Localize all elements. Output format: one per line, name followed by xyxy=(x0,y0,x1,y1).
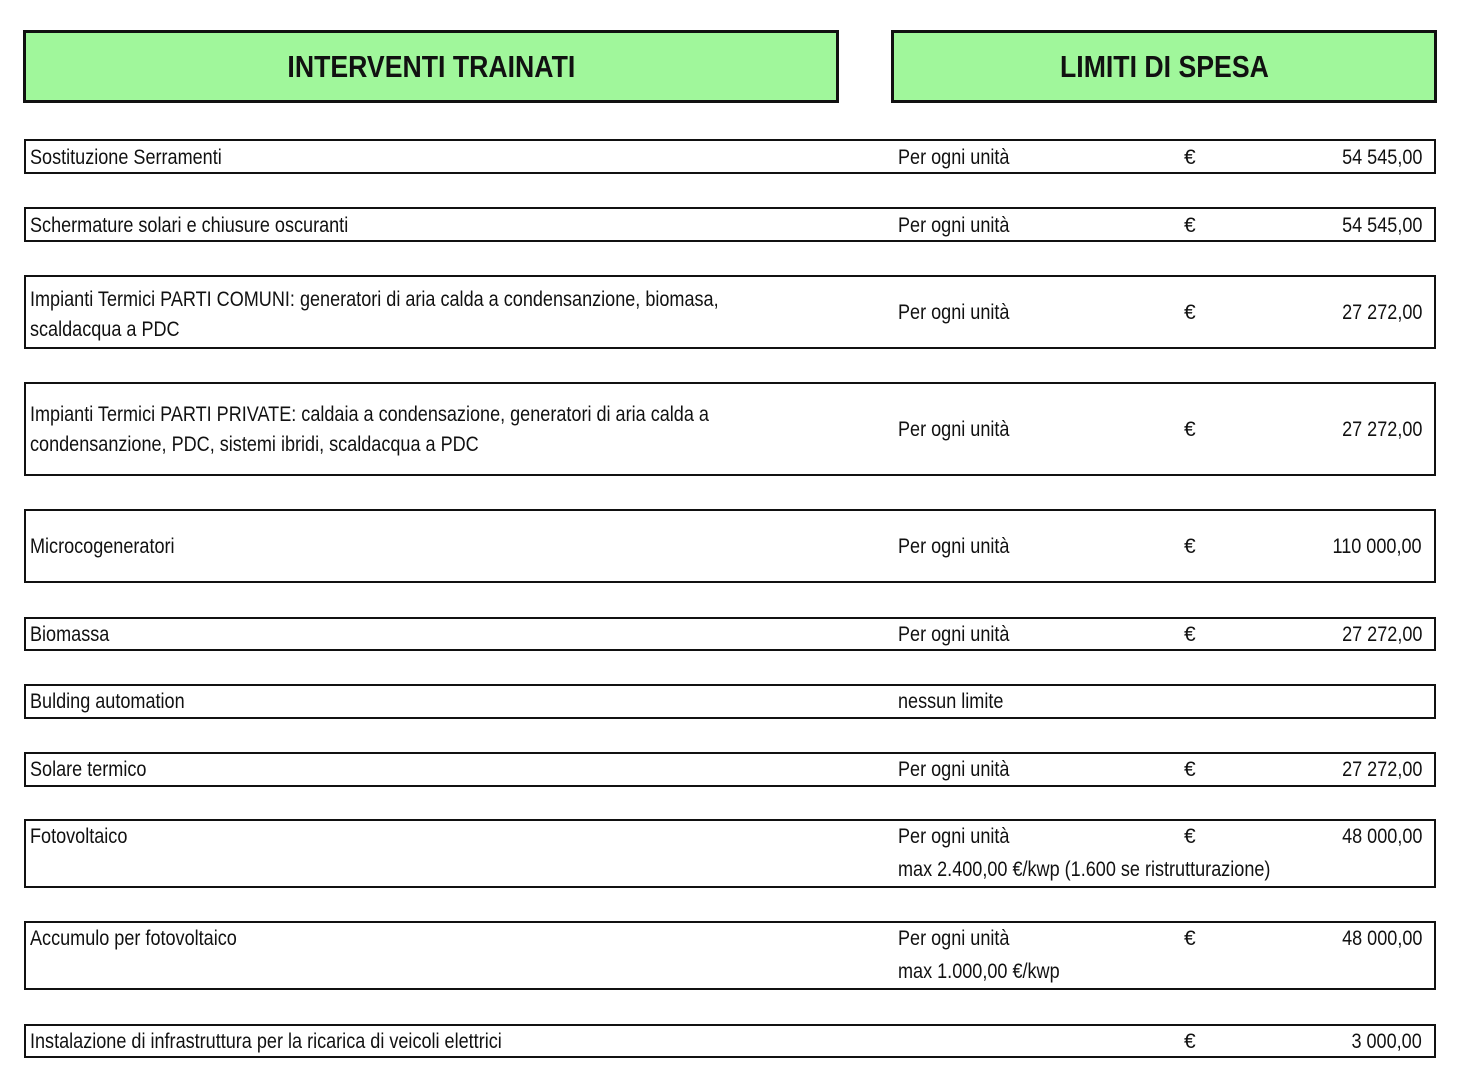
limit-amount-value: 54 545,00 xyxy=(1341,214,1422,237)
header-left-label: INTERVENTI TRAINATI xyxy=(287,48,575,84)
description-line: Instalazione di infrastruttura per la ricarica di veicoli elettrici xyxy=(30,1030,502,1053)
intervention-description xyxy=(30,211,400,241)
limit-amount xyxy=(1318,532,1422,562)
limit-amount xyxy=(1340,1027,1422,1057)
currency-symbol: € xyxy=(1184,418,1196,441)
intervention-description xyxy=(30,400,830,460)
limit-amount-value: 3 000,00 xyxy=(1351,1030,1422,1053)
limit-amount-value: 54 545,00 xyxy=(1341,146,1422,169)
intervention-description xyxy=(30,1027,579,1057)
limit-amount-value: 110 000,00 xyxy=(1332,535,1422,558)
limit-amount-value: 27 272,00 xyxy=(1341,758,1422,781)
limit-unit-label: Per ogni unità xyxy=(898,301,1010,324)
currency-symbol: € xyxy=(1184,825,1196,848)
table-row xyxy=(24,1024,1436,1058)
limit-unit xyxy=(898,755,1028,785)
limit-unit xyxy=(898,532,1028,562)
description-line: scaldacqua a PDC xyxy=(30,318,180,341)
description-line: Accumulo per fotovoltaico xyxy=(30,927,237,950)
intervention-description xyxy=(30,755,165,785)
table-row xyxy=(24,382,1436,476)
table-row xyxy=(24,921,1436,990)
table-row xyxy=(24,684,1436,719)
description-line: condensanzione, PDC, sistemi ibridi, scaldacqua a PDC xyxy=(30,433,479,456)
description-line: Bulding automation xyxy=(30,690,185,713)
currency-symbol: € xyxy=(1184,623,1196,646)
limit-amount-value: 48 000,00 xyxy=(1341,927,1422,950)
limit-amount xyxy=(1329,755,1422,785)
limit-note-text: max 2.400,00 €/kwp (1.600 se ristrutturazione) xyxy=(898,858,1271,881)
limit-amount xyxy=(1329,143,1422,173)
intervention-description xyxy=(30,620,122,650)
limit-unit xyxy=(898,415,1028,445)
header-limiti-di-spesa xyxy=(891,30,1437,103)
intervention-description xyxy=(30,285,830,345)
limit-note-text: max 1.000,00 €/kwp xyxy=(898,960,1060,983)
intervention-description xyxy=(30,924,270,954)
limit-amount-value: 27 272,00 xyxy=(1341,418,1422,441)
currency-symbol: € xyxy=(1184,758,1196,781)
description-line: Fotovoltaico xyxy=(30,825,128,848)
limit-unit xyxy=(898,143,1028,173)
limit-unit xyxy=(898,924,1028,954)
description-line: Biomassa xyxy=(30,623,110,646)
limit-note xyxy=(898,855,1331,885)
description-line: Sostituzione Serramenti xyxy=(30,146,222,169)
limit-unit-label: Per ogni unità xyxy=(898,623,1010,646)
description-line: Microcogeneratori xyxy=(30,535,175,558)
description-line: Solare termico xyxy=(30,758,147,781)
limit-amount-value: 27 272,00 xyxy=(1341,301,1422,324)
description-line: Impianti Termici PARTI PRIVATE: caldaia a condensazione, generatori di aria calda a xyxy=(30,403,709,426)
limit-amount xyxy=(1329,822,1422,852)
limit-amount xyxy=(1329,298,1422,328)
currency-symbol: € xyxy=(1184,535,1196,558)
limit-unit xyxy=(898,687,1021,717)
intervention-description xyxy=(30,532,198,562)
table-row xyxy=(24,139,1436,174)
currency-symbol: € xyxy=(1184,927,1196,950)
table-row xyxy=(24,207,1436,242)
limit-unit-label: nessun limite xyxy=(898,690,1004,713)
limit-unit xyxy=(898,211,1028,241)
limit-amount xyxy=(1329,924,1422,954)
limit-unit-label: Per ogni unità xyxy=(898,927,1010,950)
limit-amount-value: 27 272,00 xyxy=(1341,623,1422,646)
limit-unit-label: Per ogni unità xyxy=(898,758,1010,781)
currency-symbol: € xyxy=(1184,1030,1196,1053)
description-line: Impianti Termici PARTI COMUNI: generatori di aria calda a condensanzione, biomasa, xyxy=(30,288,719,311)
limit-amount xyxy=(1329,415,1422,445)
limit-unit-label: Per ogni unità xyxy=(898,146,1010,169)
header-right-label: LIMITI DI SPESA xyxy=(1059,48,1269,84)
table-row xyxy=(24,509,1436,583)
limit-amount xyxy=(1329,620,1422,650)
currency-symbol: € xyxy=(1184,301,1196,324)
table-row xyxy=(24,752,1436,787)
limit-unit-label: Per ogni unità xyxy=(898,535,1010,558)
limit-unit xyxy=(898,822,1028,852)
limit-unit-label: Per ogni unità xyxy=(898,825,1010,848)
intervention-description xyxy=(30,687,210,717)
header-interventi-trainati xyxy=(23,30,839,103)
table-row xyxy=(24,617,1436,651)
limit-unit xyxy=(898,298,1028,328)
limit-unit xyxy=(898,620,1028,650)
table-row xyxy=(24,275,1436,349)
currency-symbol: € xyxy=(1184,146,1196,169)
limit-note xyxy=(898,957,1086,987)
limit-amount xyxy=(1329,211,1422,241)
limit-unit-label: Per ogni unità xyxy=(898,214,1010,237)
intervention-description xyxy=(30,822,143,852)
intervention-description xyxy=(30,143,253,173)
currency-symbol: € xyxy=(1184,214,1196,237)
limit-unit-label: Per ogni unità xyxy=(898,418,1010,441)
table-row xyxy=(24,819,1436,888)
description-line: Schermature solari e chiusure oscuranti xyxy=(30,214,349,237)
limit-amount-value: 48 000,00 xyxy=(1341,825,1422,848)
